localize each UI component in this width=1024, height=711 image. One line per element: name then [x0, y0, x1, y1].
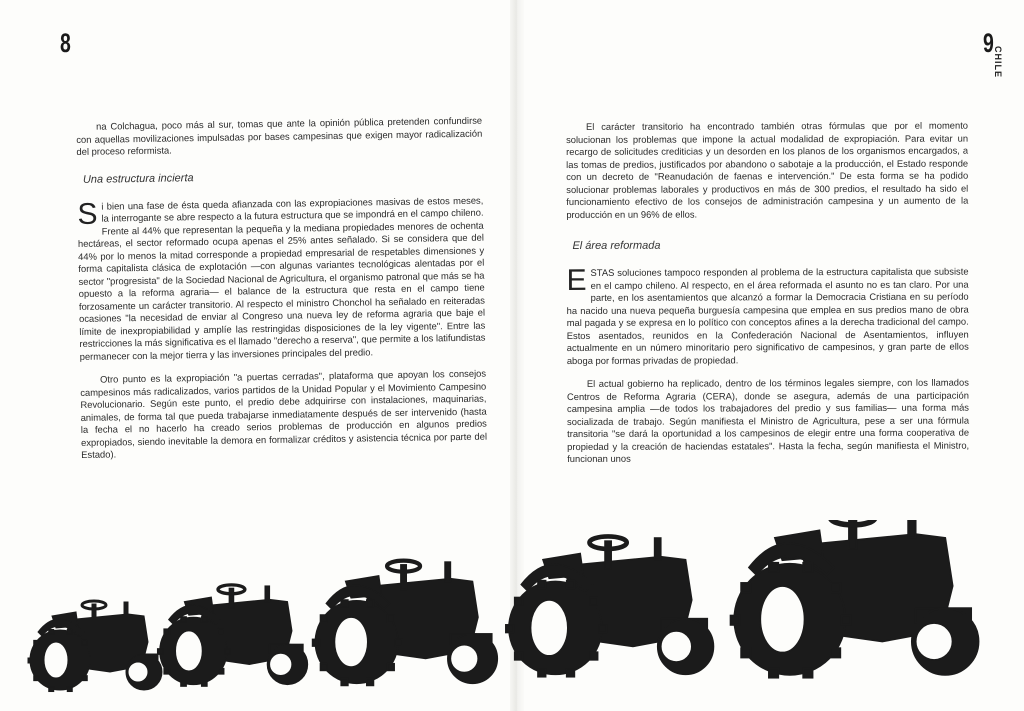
paragraph: na Colchagua, poco más al sur, tomas que ante la opinión pública pretenden confundirse con aquellas movilizaciones impulsadas por bases campesinas que exigen mayor radicalización del proceso reformista.: [76, 114, 483, 157]
section-heading: Una estructura incierta: [82, 171, 194, 186]
paragraph: Otro punto es la expropiación "a puertas cerradas", plataforma que apoyan los consejos campesinos más radicalizados, varios partidos de la Unidad Popular y el Movimiento Campesino Revolucionario. Según este punto, el predio debe adquirirse con instalaciones, maquinarias, animales, de forma tal que pueda trabajarse inmediatamente después de ser intervenido (hasta la fecha el no hacerlo ha creado serios problemas de producción en algunos predios expropiados, siendo inevitable la demora en formalizar créditos y asistencia técnica por parte del Estado).: [80, 367, 488, 460]
right-text-column: [566, 120, 969, 466]
page-number-right: 9: [983, 28, 994, 58]
tractor-illustration: [0, 520, 1024, 711]
running-head: CHILE: [993, 46, 1003, 78]
tractor-4: [506, 536, 714, 676]
paragraph-body: i bien una fase de ésta queda afianzada con las expropiaciones masivas de estos meses, la interrogante se abre respecto a la futura estructura que se impondrá en el campo chileno. Frente al 44% que representan la pequeña y la mediana propiedades menores de ochenta hectáreas, el sector reformado ocupa apenas el 25% antes señalado. Si se considera que del 44% por lo menos la mitad corresponde a propiedad empresarial de respetables dimensiones y forma capitalista clásica de explotación —con algunas variantes tecnológicas alentadas por el sector "progresista" de la Sociedad Nacional de Agricultura, el organismo patronal que más se ha opuesto a la reforma agraria— el balance de la estructura que resta en el campo tiene forzosamente un carácter transitorio. Al respecto el ministro Chonchol ha señalado en reiteradas ocasiones "la necesidad de enviar al Congreso una nueva ley de reforma agraria que baje el límite de inexpropiabilidad y amplíe las restringidas disposiciones de la ley vigente". Entre las restricciones la más significativa es el llamado "derecho a reserva", que permite a los latifundistas permanecer con la mejor tierra y las inversiones principales del predio.: [77, 194, 486, 362]
tractor-3: [312, 561, 497, 686]
paragraph-body: STAS soluciones tampoco responden al problema de la estructura capitalista que subsiste en el campo chileno. Al respecto, en el área reformada el asunto no es tan claro. Por una parte, en los asentamientos que alcanzó a formar la Democracia Cristiana en su período ha nacido una nueva pequeña burguesía campesina que emplea en sus predios mano de obra mal pagada y se expresa en lo político con conceptos afines a la derecha tradicional del campo. Estos asentados, reunidos en la Confederación Nacional de Asentamientos, influyen actualmente en un número minoritario pero significativo de campesinos, y gran parte de ellos aboga por formas privadas de propiedad.: [566, 265, 969, 366]
paragraph-with-dropcap: [566, 263, 969, 367]
paragraph: El actual gobierno ha replicado, dentro de los términos legales siempre, con los llamados Centros de Reforma Agraria (CERA), donde se asegura, además de una participación campesina amplia —de todos los trabajadores del predio y sus familias— una forma más socializada de trabajo. Según manifiesta el Ministro de Agricultura, pese a ser una fórmula transitoria "se dará la oportunidad a los campesinos de elegir entre una forma cooperativa de propiedad y la creación de haciendas estatales". Hasta la fecha, según manifiesta el Ministro, funcionan unos: [566, 376, 970, 464]
tractor-5: [731, 520, 979, 678]
tractor-2: [158, 585, 308, 686]
tractor-1: [28, 601, 162, 692]
page-number-left: 8: [60, 28, 71, 58]
section-heading: El área reformada: [572, 239, 661, 252]
drop-cap: S: [77, 197, 98, 231]
paragraph-with-dropcap: [77, 194, 486, 363]
drop-cap: E: [566, 263, 587, 297]
left-text-column: [76, 115, 487, 462]
paragraph: El carácter transitorio ha encontrado también otras fórmulas que por el momento solucionan los problemas que impone la actual modalidad de expropiación. Para evitar un recargo de solicitudes crediticias y un desorden en los planos de los organismos encargados, a las tomas de predios, justificados por abandono o sabotaje a la producción, el Estado responde con un decreto de "Reanudación de faenas e intervención." De esta forma se ha podido solucionar problemas laborales y productivos en más de 300 predios, el resultado ha sido el funcionamiento efectivo de los consejos de administración campesina y un aumento de la producción en un 96% de ellos.: [566, 119, 969, 220]
